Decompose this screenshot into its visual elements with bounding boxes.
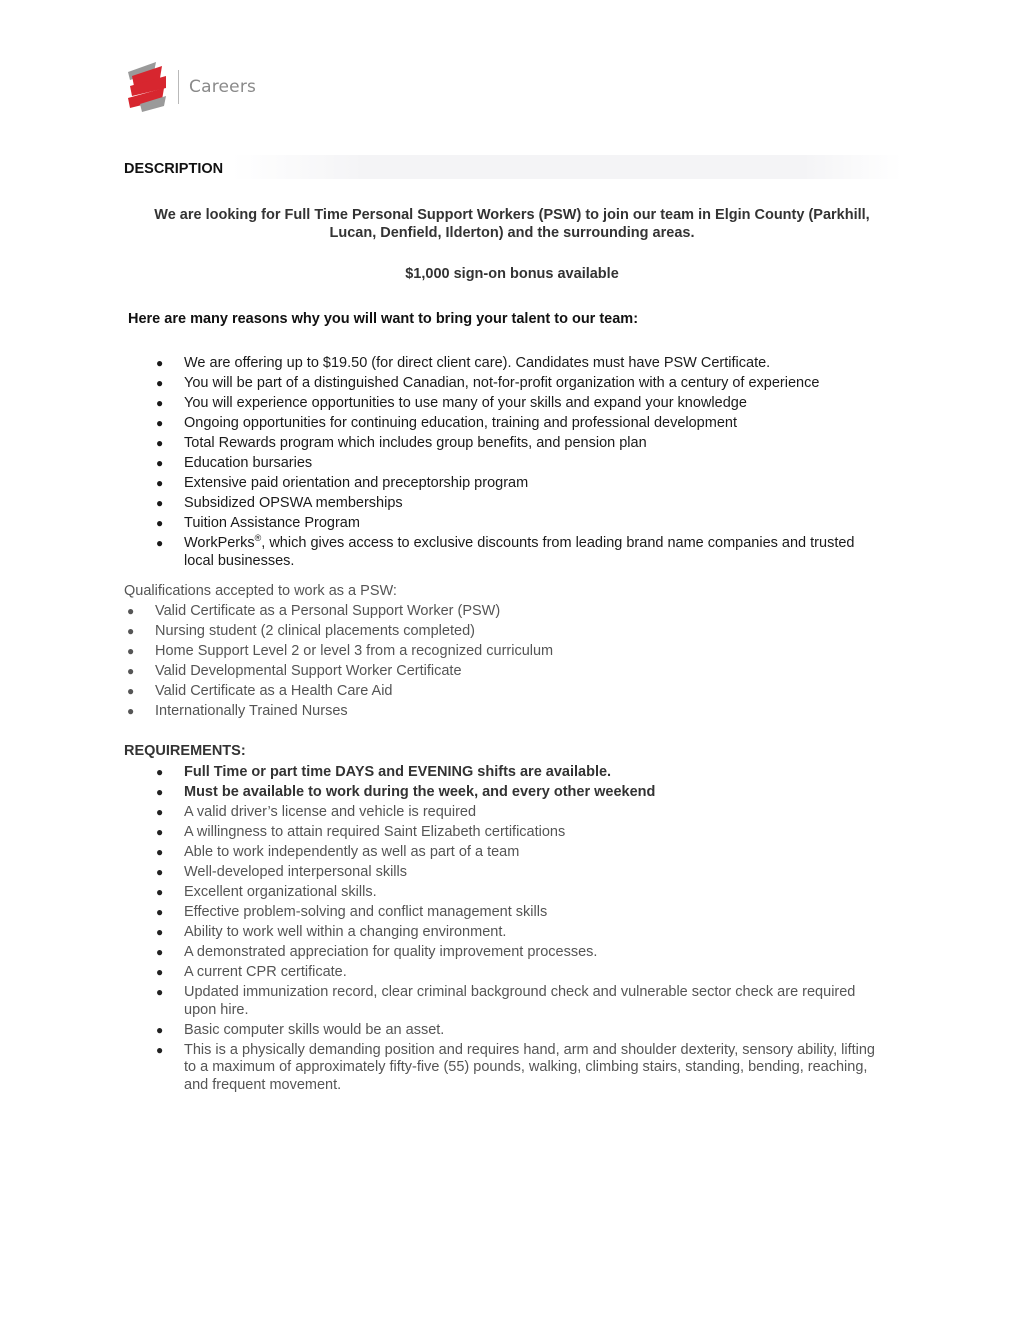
bullet-icon: ● — [156, 436, 164, 450]
description-title: DESCRIPTION — [124, 161, 224, 177]
list-item: ● Tuition Assistance Program — [156, 515, 360, 531]
bullet-icon: ● — [156, 516, 164, 530]
bullet-icon: ● — [156, 356, 164, 370]
bullet-icon: ● — [127, 604, 135, 618]
description-band — [232, 155, 902, 179]
qualifications-title: Qualifications accepted to work as a PSW: — [124, 583, 397, 599]
list-item: ● This is a physically demanding position and requires hand, arm and shoulder dexterity, sensory ability, lifting to a maximum of approximately fifty-five (55) pounds, walking, climbing stairs, standing, bending, reaching, and frequent movement. — [156, 1041, 875, 1093]
bullet-icon: ● — [156, 865, 164, 879]
registered-mark: ® — [254, 533, 262, 544]
bullet-icon: ● — [156, 925, 164, 939]
bullet-icon: ● — [156, 416, 164, 430]
bullet-icon: ● — [156, 785, 164, 799]
list-item: ● You will experience opportunities to use many of your skills and expand your knowledge — [156, 395, 747, 411]
list-item: ● Education bursaries — [156, 455, 313, 471]
bullet-icon: ● — [156, 536, 164, 550]
list-item: ● Full Time or part time DAYS and EVENING shifts are available. — [156, 764, 612, 780]
bullet-icon: ● — [156, 825, 164, 839]
list-item: ● Must be available to work during the week, and every other weekend — [156, 784, 656, 800]
list-item: ● We are offering up to $19.50 (for direct client care). Candidates must have PSW Certificate. — [156, 355, 771, 371]
workperks-name: WorkPerks — [184, 535, 255, 551]
bullet-icon: ● — [156, 376, 164, 390]
reasons-title: Here are many reasons why you will want to bring your talent to our team: — [128, 311, 639, 327]
brand-s-logo-icon — [126, 60, 170, 114]
bullet-icon: ● — [156, 476, 164, 490]
bullet-icon: ● — [156, 845, 164, 859]
list-item: ● Nursing student (2 clinical placements completed) — [127, 623, 475, 639]
list-item: ● A current CPR certificate. — [156, 964, 347, 980]
list-item: ● Well-developed interpersonal skills — [156, 864, 407, 880]
list-item: ● Excellent organizational skills. — [156, 884, 377, 900]
list-item: ● Subsidized OPSWA memberships — [156, 495, 403, 511]
list-item: ● A valid driver’s license and vehicle is required — [156, 804, 477, 820]
bullet-icon: ● — [156, 885, 164, 899]
list-item-workperks: ● WorkPerks®, which gives access to exclusive discounts from leading brand name companies and trusted local businesses. — [156, 533, 855, 569]
bullet-icon: ● — [156, 765, 164, 779]
bullet-icon: ● — [156, 456, 164, 470]
list-item: ● You will be part of a distinguished Canadian, not-for-profit organization with a century of experience — [156, 375, 820, 391]
requirements-list — [156, 764, 888, 1097]
bullet-icon: ● — [127, 664, 135, 678]
careers-label: Careers — [189, 77, 257, 97]
list-item: ● Valid Developmental Support Worker Certificate — [127, 663, 462, 679]
qualifications-list — [127, 603, 855, 723]
bullet-icon: ● — [156, 945, 164, 959]
list-item: ● Internationally Trained Nurses — [127, 703, 348, 719]
bullet-icon: ● — [127, 704, 135, 718]
company-logo — [126, 60, 256, 114]
bullet-icon: ● — [156, 1022, 164, 1037]
bullet-icon: ● — [127, 624, 135, 638]
bullet-icon: ● — [127, 684, 135, 698]
intro-line-2: Lucan, Denfield, Ilderton) and the surrounding areas. — [329, 225, 695, 241]
bullet-icon: ● — [156, 905, 164, 919]
list-item: ● Total Rewards program which includes group benefits, and pension plan — [156, 435, 647, 451]
bullet-icon: ● — [127, 644, 135, 658]
list-item: ● A willingness to attain required Saint Elizabeth certifications — [156, 824, 566, 840]
requirements-title: REQUIREMENTS: — [124, 743, 246, 759]
list-item: ● Home Support Level 2 or level 3 from a recognized curriculum — [127, 643, 554, 659]
reasons-list — [156, 355, 888, 573]
list-item: ● Effective problem-solving and conflict management skills — [156, 904, 548, 920]
bullet-icon: ● — [156, 965, 164, 979]
list-item: ● Basic computer skills would be an asset. — [156, 1021, 445, 1038]
list-item: ● Able to work independently as well as part of a team — [156, 844, 520, 860]
bullet-icon: ● — [156, 496, 164, 510]
bullet-icon: ● — [156, 1042, 164, 1057]
bullet-icon: ● — [156, 985, 164, 999]
list-item: ● Valid Certificate as a Health Care Aid — [127, 683, 393, 699]
list-item: ● Ongoing opportunities for continuing education, training and professional development — [156, 415, 737, 431]
bullet-icon: ● — [156, 396, 164, 410]
logo-divider — [178, 70, 179, 104]
intro-line-1: We are looking for Full Time Personal Support Workers (PSW) to join our team in Elgin County (Parkhill, — [154, 207, 870, 223]
list-item: ● Valid Certificate as a Personal Support Worker (PSW) — [127, 603, 501, 619]
list-item: ● A demonstrated appreciation for quality improvement processes. — [156, 944, 598, 960]
list-item: ● Ability to work well within a changing environment. — [156, 924, 507, 940]
bullet-icon: ● — [156, 805, 164, 819]
sign-on-bonus: $1,000 sign-on bonus available — [405, 266, 619, 282]
list-item: ● Updated immunization record, clear criminal background check and vulnerable sector check are required upon hire. — [156, 984, 856, 1018]
list-item: ● Extensive paid orientation and preceptorship program — [156, 475, 529, 491]
